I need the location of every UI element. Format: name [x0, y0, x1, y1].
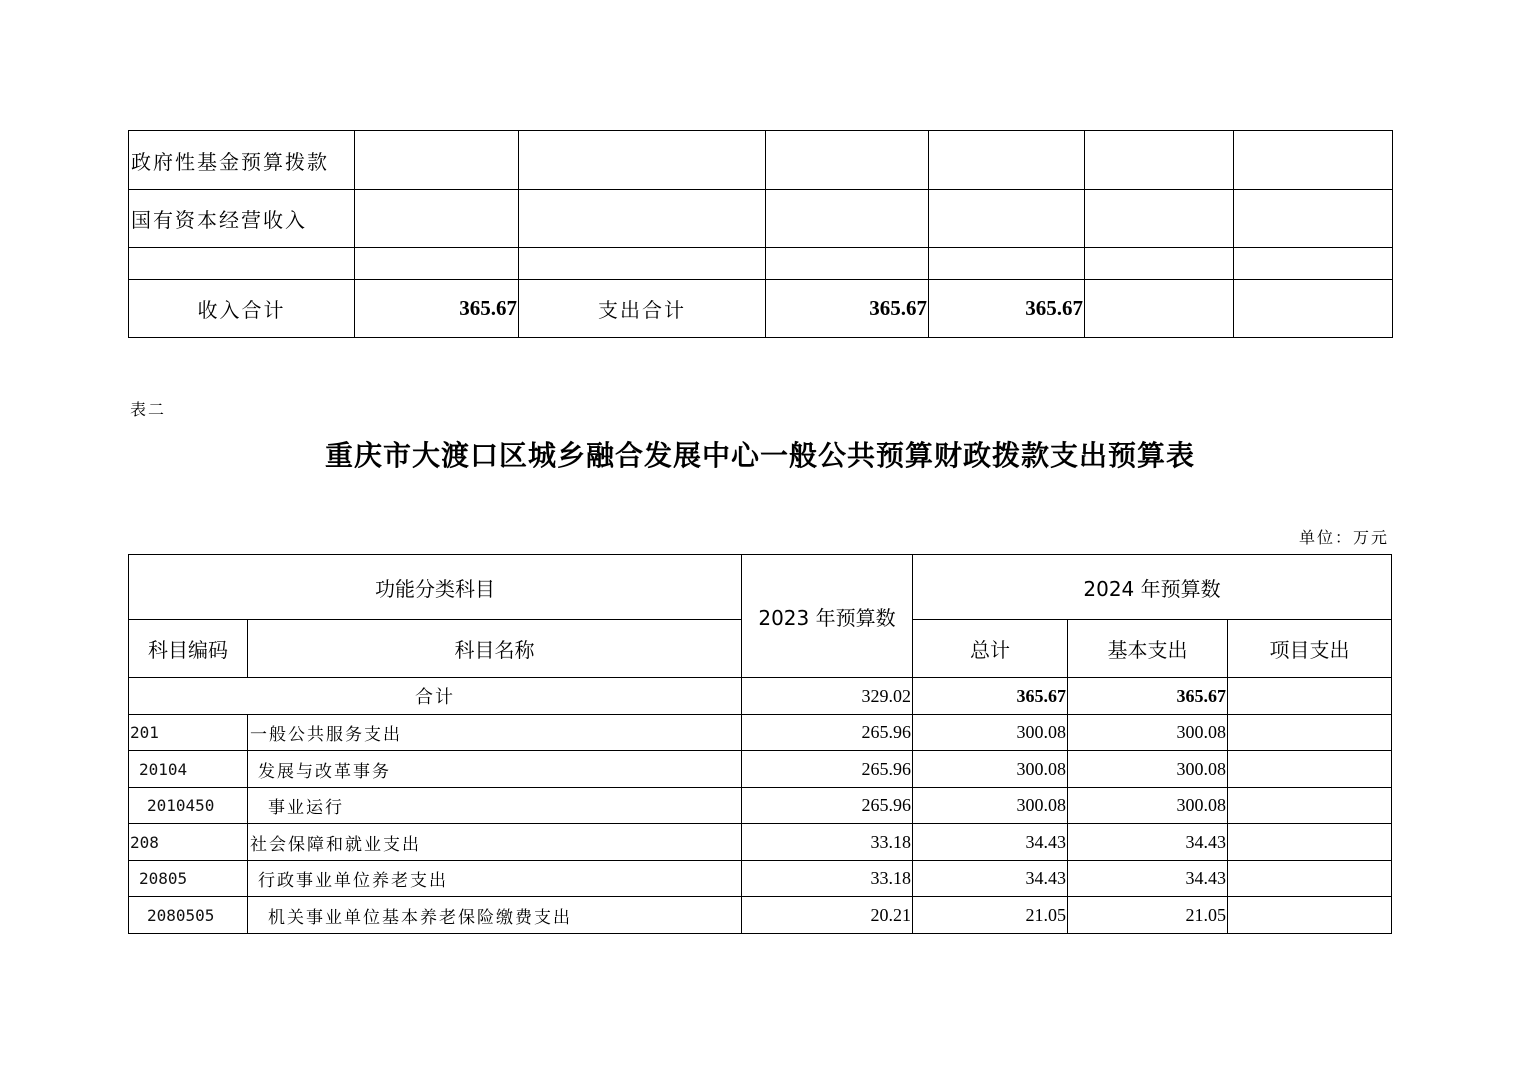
- value-basic: 300.08: [1068, 751, 1228, 788]
- income-item-label: [129, 248, 355, 280]
- income-item-label: 政府性基金预算拨款: [129, 131, 355, 190]
- value-total: 300.08: [913, 788, 1068, 824]
- value-2023: 20.21: [742, 897, 913, 934]
- value-project: [1228, 678, 1392, 715]
- income-item-label: 国有资本经营收入: [129, 190, 355, 248]
- subject-name: 发展与改革事务: [248, 751, 742, 788]
- value-2023: 265.96: [742, 751, 913, 788]
- value-basic: 300.08: [1068, 788, 1228, 824]
- subject-code: 20104: [129, 751, 248, 788]
- expenditure-budget-table: [128, 554, 1392, 934]
- value-2023: 265.96: [742, 715, 913, 751]
- table-row: [129, 131, 1393, 190]
- unit-label: 单位：万元: [1298, 528, 1389, 547]
- subject-name: 事业运行: [248, 788, 742, 824]
- expense-total-label: 支出合计: [519, 280, 766, 338]
- table-row: [129, 751, 1392, 788]
- header-row: [129, 555, 1392, 620]
- header-budget-2023: 2023 年预算数: [742, 555, 913, 678]
- section-label: 表二: [130, 400, 167, 419]
- header-budget-2024: 2024 年预算数: [913, 555, 1392, 620]
- subject-name: 行政事业单位养老支出: [248, 861, 742, 897]
- header-total: 总计: [913, 620, 1068, 678]
- value-basic: 34.43: [1068, 861, 1228, 897]
- value-project: [1228, 788, 1392, 824]
- value-project: [1228, 897, 1392, 934]
- value-total: 365.67: [913, 678, 1068, 715]
- expense-total-value: 365.67: [766, 280, 929, 338]
- value-2023: 265.96: [742, 788, 913, 824]
- value-2023: 33.18: [742, 861, 913, 897]
- subject-code: 2010450: [129, 788, 248, 824]
- header-basic: 基本支出: [1068, 620, 1228, 678]
- value-basic: 34.43: [1068, 824, 1228, 861]
- table-row: [129, 190, 1393, 248]
- value-project: [1228, 824, 1392, 861]
- table-row: [129, 715, 1392, 751]
- subject-code: 20805: [129, 861, 248, 897]
- subject-name: 机关事业单位基本养老保险缴费支出: [248, 897, 742, 934]
- value-project: [1228, 751, 1392, 788]
- value-total: 300.08: [913, 715, 1068, 751]
- income-expense-table: [128, 130, 1393, 338]
- total-row: [129, 280, 1393, 338]
- value-2023: 33.18: [742, 824, 913, 861]
- value-2023: 329.02: [742, 678, 913, 715]
- income-total-label: 收入合计: [129, 280, 355, 338]
- total-row: [129, 678, 1392, 715]
- table-row: [129, 788, 1392, 824]
- table-row: [129, 861, 1392, 897]
- value-project: [1228, 715, 1392, 751]
- total-label: 合计: [129, 678, 742, 715]
- value-total: 300.08: [913, 751, 1068, 788]
- header-func-class: 功能分类科目: [129, 555, 742, 620]
- header-code: 科目编码: [129, 620, 248, 678]
- value-project: [1228, 861, 1392, 897]
- value-total: 34.43: [913, 861, 1068, 897]
- page-title: 重庆市大渡口区城乡融合发展中心一般公共预算财政拨款支出预算表: [324, 439, 1195, 472]
- table-row: [129, 248, 1393, 280]
- expense-subtotal-value: 365.67: [929, 280, 1085, 338]
- table-row: [129, 897, 1392, 934]
- value-total: 21.05: [913, 897, 1068, 934]
- value-total: 34.43: [913, 824, 1068, 861]
- income-total-value: 365.67: [355, 280, 519, 338]
- header-name: 科目名称: [248, 620, 742, 678]
- value-basic: 21.05: [1068, 897, 1228, 934]
- subject-code: 208: [129, 824, 248, 861]
- subject-name: 一般公共服务支出: [248, 715, 742, 751]
- table-row: [129, 824, 1392, 861]
- value-basic: 300.08: [1068, 715, 1228, 751]
- subject-name: 社会保障和就业支出: [248, 824, 742, 861]
- header-project: 项目支出: [1228, 620, 1392, 678]
- subject-code: 2080505: [129, 897, 248, 934]
- value-basic: 365.67: [1068, 678, 1228, 715]
- subject-code: 201: [129, 715, 248, 751]
